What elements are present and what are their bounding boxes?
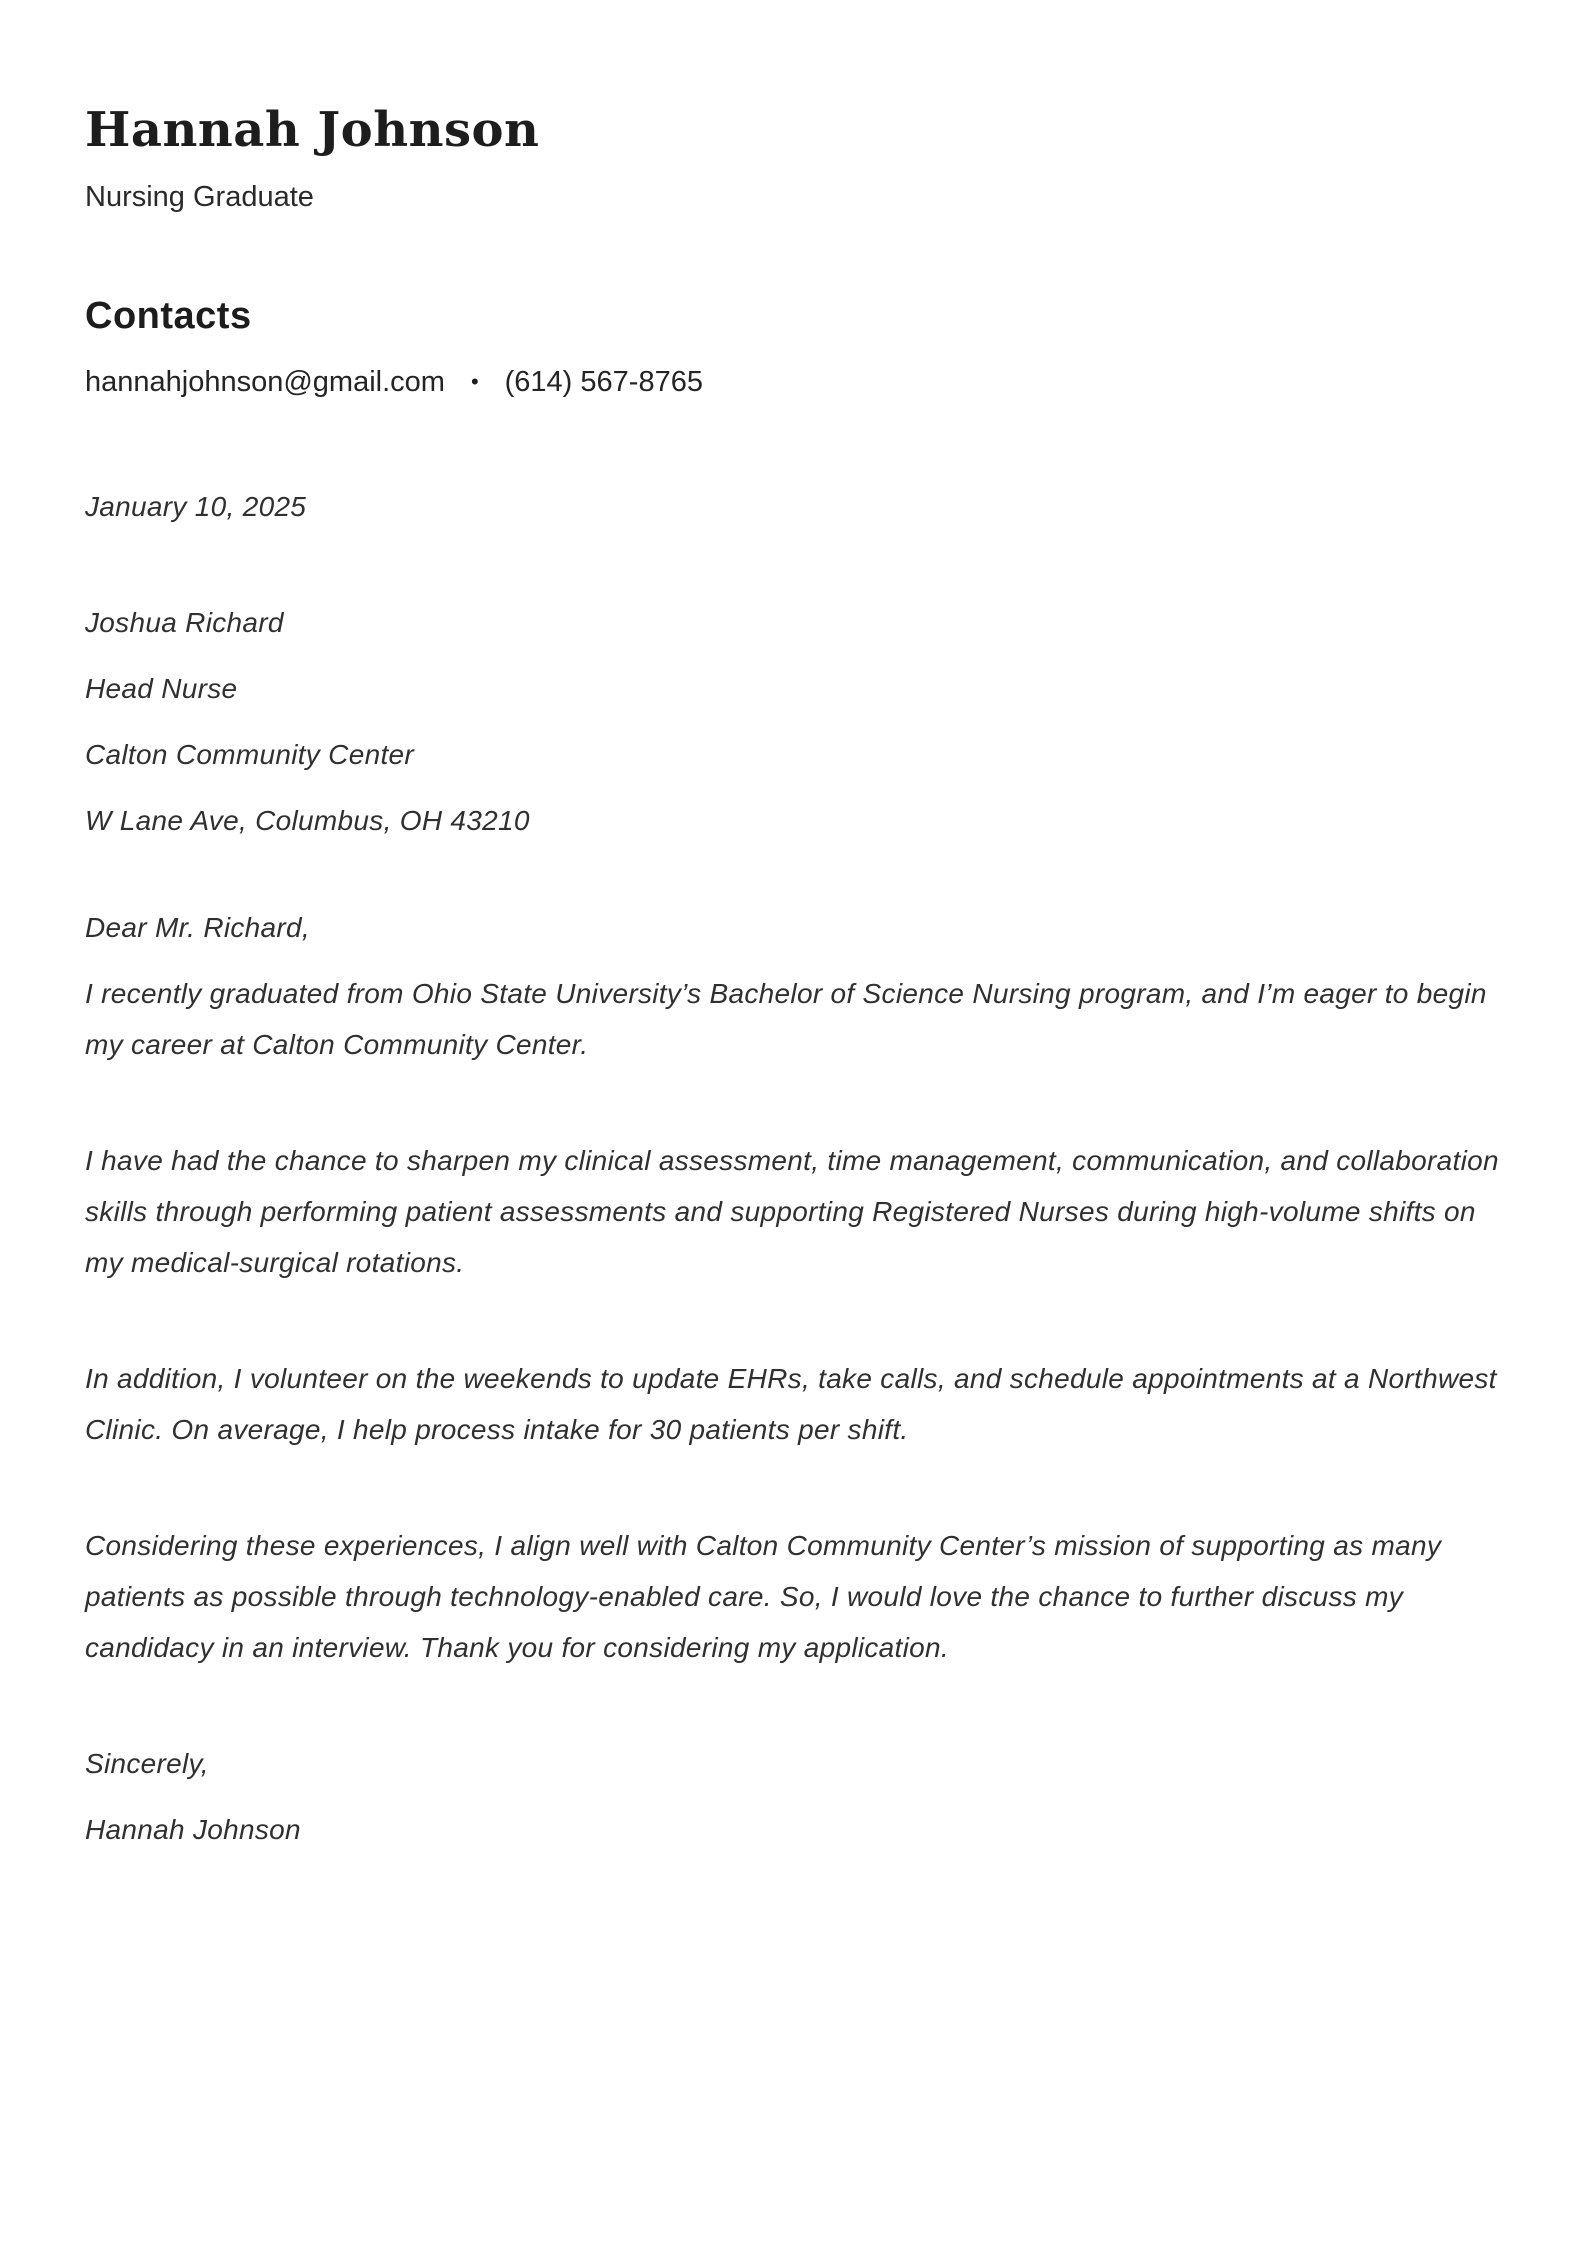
recipient-address: W Lane Ave, Columbus, OH 43210 <box>85 805 530 836</box>
recipient-name: Joshua Richard <box>85 607 284 638</box>
letter-body <box>85 481 1503 1855</box>
body-paragraph-1: I recently graduated from Ohio State University’s Bachelor of Science Nursing program, and I’m eager to begin my career at Calton Community Center. <box>85 978 1487 1060</box>
body-paragraph-3: In addition, I volunteer on the weekends to update EHRs, take calls, and schedule appointments at a Northwest Clinic. On average, I help process intake for 30 patients per shift. <box>85 1363 1497 1445</box>
recipient-role: Head Nurse <box>85 673 238 704</box>
letter-date: January 10, 2025 <box>85 491 307 522</box>
salutation: Dear Mr. Richard, <box>85 912 310 943</box>
bullet-separator-icon: • <box>470 369 479 394</box>
signature: Hannah Johnson <box>85 1814 301 1845</box>
header-name: Hannah Johnson <box>85 102 540 158</box>
recipient-block <box>85 597 1503 846</box>
closing: Sincerely, <box>85 1748 209 1779</box>
body-paragraph-2: I have had the chance to sharpen my clinical assessment, time management, communication, and collaboration skills through performing patient assessments and supporting Registered Nurses during high-volume shifts on my medical-surgical rotations. <box>85 1145 1499 1278</box>
recipient-organization: Calton Community Center <box>85 739 415 770</box>
header-job-title: Nursing Graduate <box>85 181 314 213</box>
body-paragraph-4: Considering these experiences, I align well with Calton Community Center’s mission of supporting as many patients as possible through technology-enabled care. So, I would love the chance to further discuss my candidacy in an interview. Thank you for considering my application. <box>85 1530 1442 1663</box>
contact-row <box>85 360 1503 404</box>
contacts-heading: Contacts <box>85 295 252 337</box>
contact-email: hannahjohnson@gmail.com <box>85 366 445 398</box>
contact-phone: (614) 567-8765 <box>504 366 703 398</box>
